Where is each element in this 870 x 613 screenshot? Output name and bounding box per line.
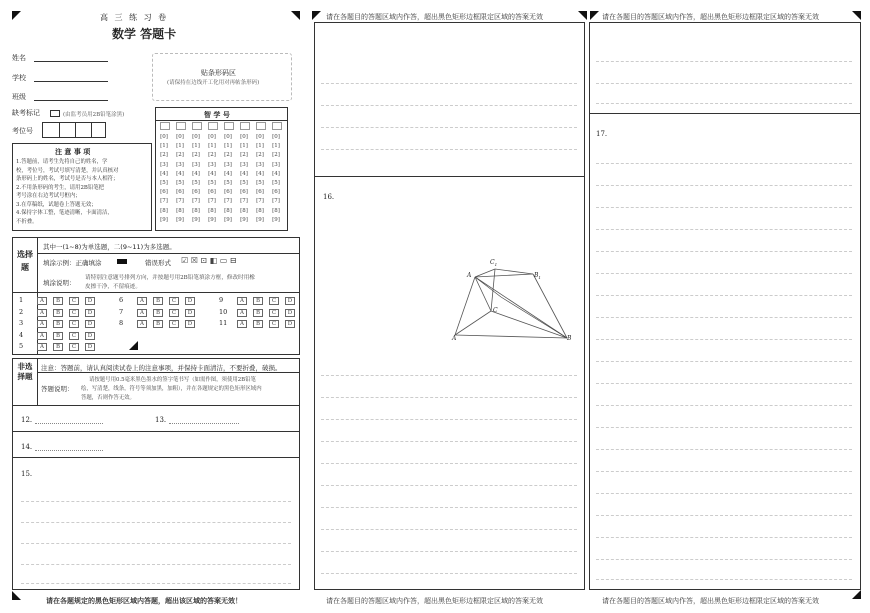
question-13-answer-line[interactable]	[169, 423, 239, 424]
question-number: 6	[119, 296, 124, 304]
corner-mark	[129, 341, 138, 350]
answer-line	[21, 543, 291, 544]
corner-mark-top-right	[291, 11, 300, 20]
answer-line	[321, 105, 577, 106]
answer-bubble-b[interactable]: B	[53, 309, 63, 317]
id-digit-bubble[interactable]: [7]	[192, 198, 200, 205]
question-number: 1	[19, 296, 24, 304]
id-digit-bubble[interactable]: [9]	[240, 216, 248, 223]
notices-box	[12, 143, 152, 231]
absent-note: (由监考员用2B铅笔涂黑)	[63, 112, 125, 118]
choice-section	[12, 237, 300, 355]
absent-label: 缺考标记	[12, 109, 40, 117]
question-number: 9	[219, 296, 224, 304]
id-digit-bubble[interactable]: [8]	[176, 207, 184, 214]
id-digit-bubble[interactable]: [7]	[176, 198, 184, 205]
class-field[interactable]	[34, 100, 108, 101]
answer-line	[596, 163, 852, 164]
id-digit-bubble[interactable]: [1]	[208, 143, 216, 150]
answer-bubble-a[interactable]: A	[237, 297, 247, 305]
answer-bubble-b[interactable]: B	[153, 320, 163, 328]
id-digit-bubble[interactable]: [7]	[256, 198, 264, 205]
id-digit-bubble[interactable]: [0]	[272, 134, 280, 140]
id-digit-bubble[interactable]: [0]	[192, 134, 200, 140]
answer-area-column-2	[314, 22, 585, 590]
id-digit-bubble[interactable]: [4]	[272, 170, 280, 177]
id-digit-bubble[interactable]: [5]	[192, 180, 200, 186]
wrong-form-marks: ☑ ☒ ⊡ ◧ ▭ ⊟	[181, 256, 237, 265]
answer-bubble-a[interactable]: A	[237, 309, 247, 317]
answer-line	[596, 537, 852, 538]
id-digit-bubble[interactable]: [4]	[224, 170, 232, 177]
answer-line	[596, 185, 852, 186]
id-digit-bubble[interactable]: [8]	[240, 207, 248, 214]
answer-line	[21, 583, 291, 584]
answer-bubble-d[interactable]: D	[85, 343, 95, 351]
id-digit-bubble[interactable]: [6]	[224, 189, 232, 196]
answer-bubble-a[interactable]: A	[137, 297, 147, 305]
answer-line	[596, 427, 852, 428]
answer-line	[596, 579, 852, 580]
id-digit-bubble[interactable]: [6]	[160, 189, 168, 196]
answer-instruction-1: 请按题号用0.5毫米黑色墨水的签字笔书写（如需作图，须使用2B铅笔	[89, 377, 256, 383]
corner-mark	[852, 11, 861, 20]
answer-line	[596, 295, 852, 296]
id-digit-bubble[interactable]: [5]	[224, 180, 232, 186]
answer-line	[321, 485, 577, 486]
id-digit-bubble[interactable]: [1]	[256, 143, 264, 150]
id-digit-bubble[interactable]: [2]	[208, 152, 216, 159]
answer-bubble-d[interactable]: D	[285, 320, 295, 328]
answer-line	[321, 397, 577, 398]
id-digit-bubble[interactable]: [0]	[160, 134, 168, 140]
figure-label-a1: A	[467, 272, 472, 279]
answer-bubble-b[interactable]: B	[53, 332, 63, 340]
id-digit-bubble[interactable]: [7]	[208, 198, 216, 205]
id-digit-bubble[interactable]: [1]	[192, 143, 200, 150]
answer-line	[596, 103, 852, 104]
question-14-answer-line[interactable]	[35, 450, 103, 451]
answer-bubble-b[interactable]: B	[253, 297, 263, 305]
id-digit-bubble[interactable]: [2]	[240, 152, 248, 159]
id-digit-bubble[interactable]: [6]	[208, 189, 216, 196]
answer-bubble-c[interactable]: C	[69, 332, 79, 340]
answer-line	[21, 564, 291, 565]
id-digit-bubble[interactable]: [6]	[256, 189, 264, 196]
corner-mark-bottom-left	[12, 591, 21, 600]
answer-line	[596, 317, 852, 318]
page-title: 数学 答题卡	[112, 27, 177, 41]
answer-bubble-d[interactable]: D	[285, 309, 295, 317]
id-digit-bubble[interactable]: [0]	[224, 134, 232, 140]
answer-line	[321, 529, 577, 530]
answer-bubble-b[interactable]: B	[53, 320, 63, 328]
id-digit-bubble[interactable]: [3]	[160, 161, 168, 168]
answer-bubble-c[interactable]: C	[269, 309, 279, 317]
answer-bubble-d[interactable]: D	[285, 297, 295, 305]
fill-instruction-text-1: 请特别注意题号排列方向，并按题号用2B铅笔填涂方框，修改时用橡	[85, 275, 255, 281]
answer-line	[321, 127, 577, 128]
question-number: 4	[19, 330, 24, 339]
notices-title: 注 意 事 项	[55, 148, 91, 156]
id-digit-bubble[interactable]: [7]	[160, 198, 168, 205]
question-15-label: 15.	[21, 470, 33, 478]
question-16-label: 16.	[323, 193, 335, 201]
question-12-answer-line[interactable]	[35, 423, 103, 424]
answer-bubble-a[interactable]: A	[37, 320, 47, 328]
answer-bubble-c[interactable]: C	[169, 309, 179, 317]
id-digit-bubble[interactable]: [6]	[240, 189, 248, 196]
answer-bubble-c[interactable]: C	[69, 343, 79, 351]
id-digit-bubble[interactable]: [8]	[224, 207, 232, 214]
barcode-title: 贴条形码区	[201, 69, 236, 77]
answer-line	[21, 501, 291, 502]
id-digit-entry-box[interactable]	[224, 122, 234, 130]
figure-label-c: C	[493, 307, 498, 314]
question-17-label: 17.	[596, 130, 608, 138]
id-digit-entry-box[interactable]	[192, 122, 202, 130]
student-id-bubbles[interactable]	[156, 120, 287, 230]
answer-line	[596, 449, 852, 450]
column-3-top-warning: 请在各题目的答题区域内作答，超出黑色矩形边框限定区域的答案无效	[602, 13, 819, 21]
answer-line	[321, 83, 577, 84]
id-digit-bubble[interactable]: [3]	[176, 161, 184, 168]
answer-line	[321, 441, 577, 442]
id-digit-bubble[interactable]: [1]	[272, 143, 280, 150]
id-digit-bubble[interactable]: [2]	[224, 152, 232, 159]
answer-bubble-d[interactable]: D	[85, 332, 95, 340]
id-digit-bubble[interactable]: [3]	[192, 161, 200, 168]
id-digit-bubble[interactable]: [5]	[240, 180, 248, 186]
corner-mark-top-left	[12, 11, 21, 20]
answer-line	[321, 507, 577, 508]
id-digit-bubble[interactable]: [5]	[208, 180, 216, 186]
id-digit-bubble[interactable]: [2]	[272, 152, 280, 159]
nonchoice-notice: 注意：答题前，请认真阅读试卷上的注意事项，并保持卡面清洁，不要折叠，破损。	[41, 364, 282, 372]
question-number: 5	[19, 342, 24, 350]
answer-bubble-a[interactable]: A	[237, 320, 247, 328]
id-digit-bubble[interactable]: [0]	[208, 134, 216, 140]
id-digit-bubble[interactable]: [9]	[192, 216, 200, 223]
answer-bubble-a[interactable]: A	[37, 297, 47, 305]
corner-mark	[590, 11, 599, 20]
column-2-top-warning: 请在各题目的答题区域内作答，超出黑色矩形边框限定区域的答案无效	[326, 13, 543, 21]
barcode-note: (请保持在边线开工化用对再帖条形码)	[167, 80, 260, 86]
barcode-area	[152, 53, 292, 101]
answer-line	[321, 375, 577, 376]
answer-line	[596, 383, 852, 384]
fill-instruction-label: 填涂说明：	[43, 279, 76, 287]
id-digit-bubble[interactable]: [8]	[208, 207, 216, 214]
answer-bubble-b[interactable]: B	[153, 309, 163, 317]
question-number: 11	[219, 319, 228, 327]
id-digit-bubble[interactable]: [9]	[176, 216, 184, 223]
id-digit-bubble[interactable]: [8]	[272, 207, 280, 214]
id-digit-bubble[interactable]: [9]	[256, 216, 264, 223]
id-digit-bubble[interactable]: [1]	[160, 143, 168, 150]
answer-line	[596, 207, 852, 208]
student-id-title: 智 学 号	[204, 110, 230, 119]
id-digit-bubble[interactable]: [2]	[256, 152, 264, 159]
id-digit-bubble[interactable]: [8]	[256, 207, 264, 214]
id-digit-bubble[interactable]: [9]	[224, 216, 232, 223]
fill-example-label: 填涂示例：正确填涂	[43, 259, 102, 267]
answer-line	[596, 361, 852, 362]
answer-bubble-d[interactable]: D	[185, 297, 195, 305]
corner-mark	[312, 11, 321, 20]
id-digit-bubble[interactable]: [9]	[272, 216, 280, 223]
id-digit-entry-box[interactable]	[160, 122, 170, 130]
answer-bubble-c[interactable]: C	[69, 320, 79, 328]
seat-number-box[interactable]	[42, 122, 106, 138]
answer-bubble-d[interactable]: D	[185, 309, 195, 317]
corner-mark	[852, 590, 861, 599]
question-number: 2	[19, 307, 24, 316]
answer-bubble-c[interactable]: C	[69, 309, 79, 317]
id-digit-bubble[interactable]: [9]	[208, 216, 216, 223]
figure-label-b1: $B_1$	[534, 272, 541, 281]
id-digit-bubble[interactable]: [5]	[176, 180, 184, 186]
id-digit-bubble[interactable]: [2]	[192, 152, 200, 159]
question-12-label: 12.	[21, 416, 33, 424]
notices-text: 1.答题前，请考生先将自己的姓名，学 校，考位号，考试号填写清楚，并认真核对 条形码上的姓名，考试号是否与本人相符； 2.不用条形码的考生，请用2B铅笔把 考号涂在右边考试号框内； 3.在草稿纸，试题卷上答题无效； 4.保持字体工整，笔迹清晰，卡面清洁， 不折叠。	[16, 159, 119, 225]
id-digit-bubble[interactable]: [5]	[256, 180, 264, 186]
answer-bubble-a[interactable]: A	[37, 343, 47, 351]
id-digit-bubble[interactable]: [3]	[208, 161, 216, 168]
answer-bubble-b[interactable]: B	[253, 320, 263, 328]
answer-line	[321, 419, 577, 420]
answer-bubble-c[interactable]: C	[269, 320, 279, 328]
question-number: 8	[119, 319, 124, 327]
id-digit-entry-box[interactable]	[208, 122, 218, 130]
answer-bubble-c[interactable]: C	[269, 297, 279, 305]
nonchoice-side-label: 非选择题	[17, 362, 33, 381]
id-digit-entry-box[interactable]	[272, 122, 282, 130]
id-digit-bubble[interactable]: [0]	[256, 134, 264, 140]
seat-label: 考位号	[12, 127, 33, 135]
id-digit-bubble[interactable]: [3]	[240, 161, 248, 168]
id-digit-bubble[interactable]: [1]	[224, 143, 232, 150]
nonchoice-section	[12, 358, 300, 590]
answer-bubble-c[interactable]: C	[169, 297, 179, 305]
answer-line	[321, 573, 577, 574]
id-digit-bubble[interactable]: [7]	[272, 198, 280, 205]
id-digit-bubble[interactable]: [0]	[240, 134, 248, 140]
name-field[interactable]	[34, 61, 108, 62]
answer-bubble-a[interactable]: A	[37, 309, 47, 317]
id-digit-bubble[interactable]: [4]	[240, 170, 248, 177]
id-digit-bubble[interactable]: [4]	[256, 170, 264, 177]
id-digit-bubble[interactable]: [7]	[240, 198, 248, 205]
question-number: 7	[119, 307, 124, 316]
answer-line	[596, 273, 852, 274]
figure-label-b: B	[567, 335, 572, 342]
answer-line	[321, 149, 577, 150]
id-digit-bubble[interactable]: [3]	[272, 161, 280, 168]
id-digit-bubble[interactable]: [5]	[160, 180, 168, 186]
id-digit-bubble[interactable]: [9]	[160, 216, 168, 223]
answer-bubble-c[interactable]: C	[169, 320, 179, 328]
id-digit-entry-box[interactable]	[176, 122, 186, 130]
question-number: 3	[19, 319, 24, 327]
class-label: 班级	[12, 93, 26, 101]
answer-line	[596, 493, 852, 494]
wrong-form-label: 错误形式	[145, 259, 171, 267]
answer-line	[596, 471, 852, 472]
answer-bubble-a[interactable]: A	[137, 320, 147, 328]
id-digit-bubble[interactable]: [8]	[192, 207, 200, 214]
id-digit-bubble[interactable]: [4]	[160, 170, 168, 177]
id-digit-bubble[interactable]: [6]	[176, 189, 184, 196]
answer-instruction-2: 绘，写清楚，线条，符号等须加黑，加粗），并在各题规定的黑色矩形区域内	[81, 386, 262, 392]
id-digit-bubble[interactable]: [2]	[160, 152, 168, 159]
answer-line	[596, 515, 852, 516]
answer-line	[596, 251, 852, 252]
id-digit-bubble[interactable]: [6]	[192, 189, 200, 196]
id-digit-bubble[interactable]: [6]	[272, 189, 280, 196]
answer-bubble-d[interactable]: D	[85, 309, 95, 317]
answer-line	[321, 551, 577, 552]
geometry-figure	[445, 253, 585, 353]
answer-instruction-3: 答题，否则作答无效。	[81, 395, 135, 401]
answer-bubble-b[interactable]: B	[53, 297, 63, 305]
id-digit-bubble[interactable]: [2]	[176, 152, 184, 159]
filled-example-mark	[117, 259, 127, 264]
id-digit-bubble[interactable]: [8]	[160, 207, 168, 214]
question-13-label: 13.	[155, 416, 167, 424]
answer-bubbles[interactable]	[13, 294, 299, 352]
answer-line	[21, 522, 291, 523]
question-14-label: 14.	[21, 443, 33, 451]
corner-mark	[578, 11, 587, 20]
fill-instruction-text-2: 皮擦干净，不留痕迹。	[85, 284, 141, 290]
column-2-footer-warning: 请在各题目的答题区域内作答，超出黑色矩形边框限定区域的答案无效	[326, 597, 543, 605]
id-digit-bubble[interactable]: [4]	[192, 170, 200, 177]
choice-intro: 其中一(1~8)为单选题，二(9~11)为多选题。	[43, 243, 176, 251]
id-digit-entry-box[interactable]	[256, 122, 266, 130]
student-id-grid[interactable]	[155, 107, 288, 231]
id-digit-entry-box[interactable]	[240, 122, 250, 130]
answer-line	[596, 405, 852, 406]
answer-bubble-d[interactable]: D	[185, 320, 195, 328]
answer-bubble-a[interactable]: A	[37, 332, 47, 340]
answer-line	[596, 559, 852, 560]
id-digit-bubble[interactable]: [4]	[176, 170, 184, 177]
answer-bubble-b[interactable]: B	[53, 343, 63, 351]
figure-label-c1: $C_1$	[490, 259, 498, 268]
answer-bubble-d[interactable]: D	[85, 297, 95, 305]
answer-bubble-a[interactable]: A	[137, 309, 147, 317]
id-digit-bubble[interactable]: [5]	[272, 180, 280, 186]
answer-line	[596, 61, 852, 62]
answer-bubble-c[interactable]: C	[69, 297, 79, 305]
id-digit-bubble[interactable]: [7]	[224, 198, 232, 205]
id-digit-bubble[interactable]: [1]	[240, 143, 248, 150]
figure-label-a: A	[452, 335, 457, 342]
answer-line	[596, 339, 852, 340]
school-label: 学校	[12, 74, 26, 82]
id-digit-bubble[interactable]: [1]	[176, 143, 184, 150]
footer-warning-left: 请在各题规定的黑色矩形区域内答题，超出该区域的答案无效！	[46, 597, 242, 605]
answer-line	[596, 83, 852, 84]
answer-bubble-b[interactable]: B	[253, 309, 263, 317]
answer-instruction-label: 答题说明：	[41, 385, 74, 393]
name-label: 姓名	[12, 54, 26, 62]
column-3-footer-warning: 请在各题目的答题区域内作答，超出黑色矩形边框限定区域的答案无效	[602, 597, 819, 605]
answer-line	[321, 463, 577, 464]
id-digit-bubble[interactable]: [0]	[176, 134, 184, 140]
exam-subtitle: 高 三 练 习 卷	[100, 13, 169, 22]
id-digit-bubble[interactable]: [4]	[208, 170, 216, 177]
id-digit-bubble[interactable]: [3]	[256, 161, 264, 168]
school-field[interactable]	[34, 81, 108, 82]
absent-checkbox[interactable]	[50, 110, 60, 117]
question-number: 10	[219, 307, 228, 316]
answer-bubble-b[interactable]: B	[153, 297, 163, 305]
id-digit-bubble[interactable]: [3]	[224, 161, 232, 168]
answer-line	[596, 229, 852, 230]
answer-area-column-3	[589, 22, 861, 590]
answer-bubble-d[interactable]: D	[85, 320, 95, 328]
choice-side-label: 选择题	[17, 250, 33, 272]
